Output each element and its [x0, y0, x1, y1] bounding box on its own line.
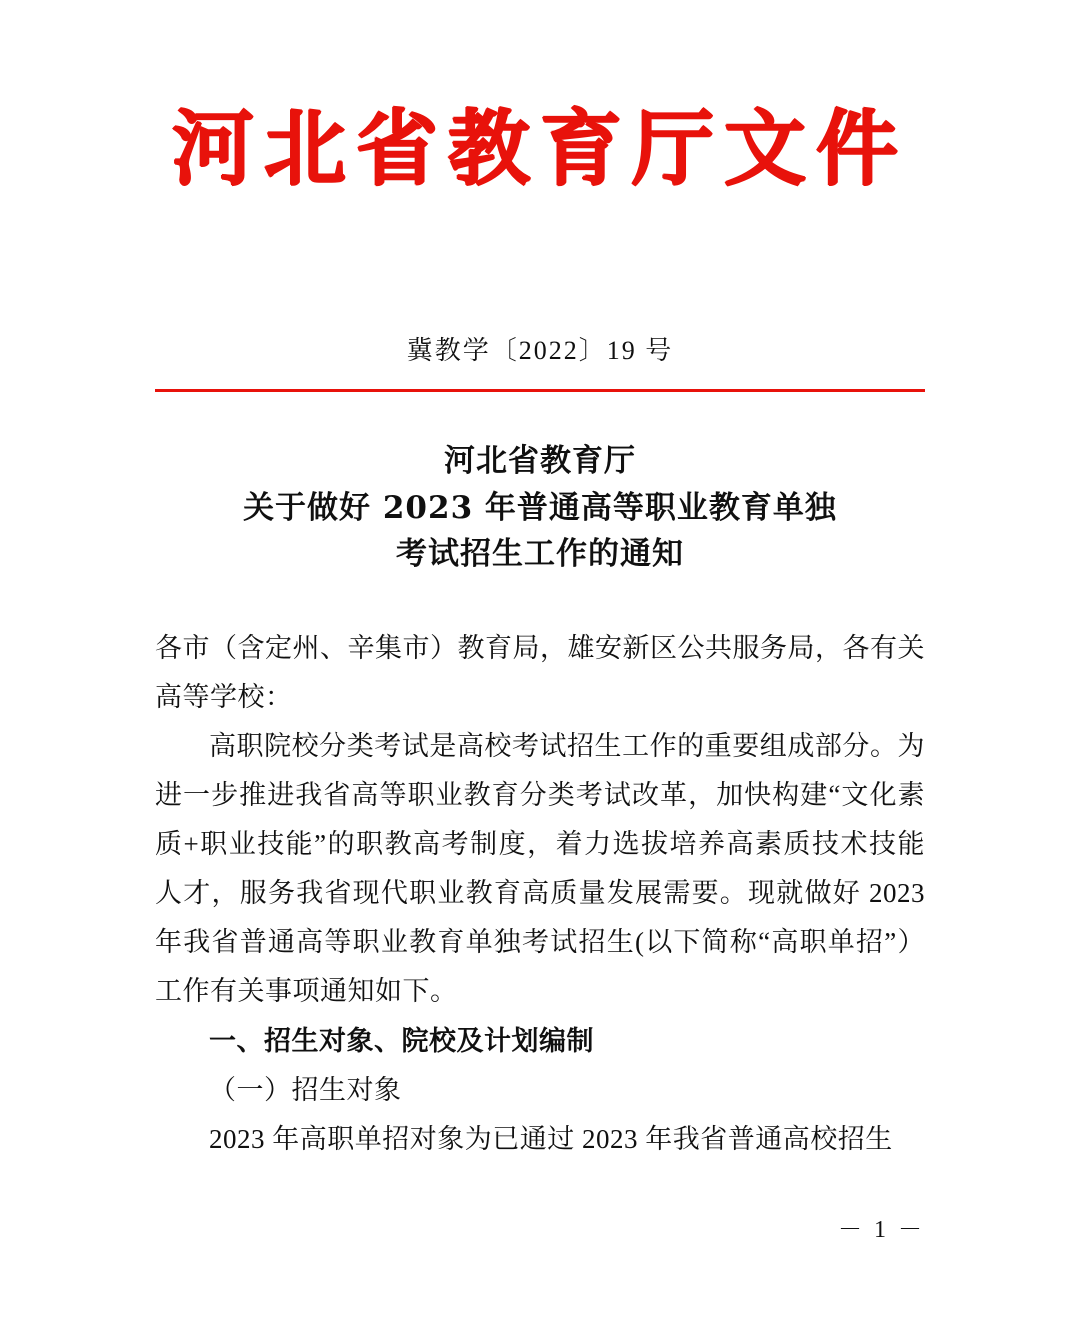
- subsection-paragraph-1: 2023 年高职单招对象为已通过 2023 年我省普通高校招生: [209, 1123, 893, 1154]
- section-heading-1: 一、招生对象、院校及计划编制: [209, 1025, 594, 1057]
- addressee-paragraph: 各市（含定州、辛集市）教育局，雄安新区公共服务局，各有关高等学校：: [155, 632, 925, 712]
- subsection-heading-1: （一）招生对象: [209, 1074, 402, 1105]
- title-line-3: 考试招生工作的通知: [396, 536, 684, 572]
- title-line-2: 关于做好 2023 年普通高等职业教育单独: [243, 489, 837, 526]
- document-title: [155, 438, 925, 578]
- document-number: 冀教学〔2022〕19 号: [406, 336, 674, 365]
- red-divider-rule: [155, 389, 925, 392]
- intro-paragraph: 高职院校分类考试是高校考试招生工作的重要组成部分。为进一步推进我省高等职业教育分类考试改革，加快构建“文化素质+职业技能”的职教高考制度，着力选拔培养高素质技术技能人才，服务我省现代职业教育高质量发展需要。现就做好 2023 年我省普通高等职业教育单独考试招生(以下简称“高职单招”）工作有关事项通知如下。: [155, 730, 925, 1007]
- masthead-title: 河北省教育厅文件: [171, 101, 908, 197]
- document-body: [155, 624, 925, 1164]
- title-line-1: 河北省教育厅: [444, 443, 636, 479]
- page-number: － 1 －: [838, 1217, 925, 1243]
